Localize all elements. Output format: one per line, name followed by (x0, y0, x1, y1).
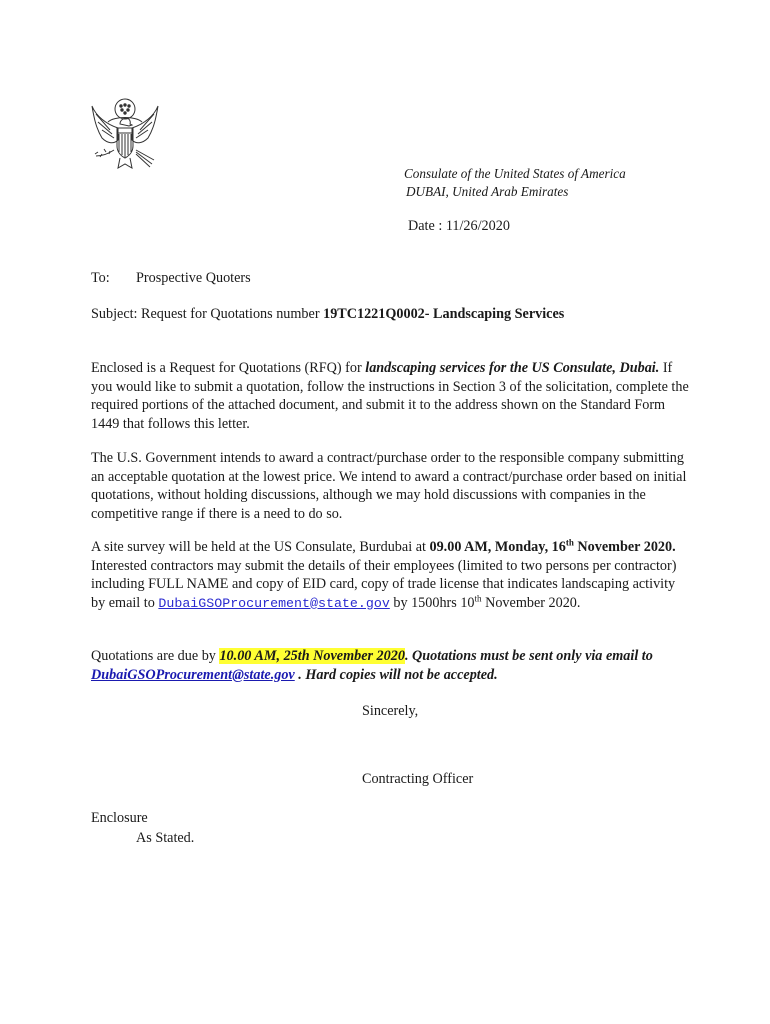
survey-text-1: A site survey will be held at the US Consulate, Burdubai at (91, 539, 430, 555)
signature-title: Contracting Officer (362, 771, 474, 787)
intro-text-1: Enclosed is a Request for Quotations (RFQ) for (91, 360, 366, 376)
subject-prefix: Subject: Request for Quotations number (91, 306, 324, 322)
address-line-2: DUBAI, United Arab Emirates (406, 184, 569, 199)
closing-sincerely: Sincerely, (362, 703, 419, 719)
due-email-link[interactable]: DubaiGSOProcurement@state.gov (91, 666, 295, 683)
survey-text-2: Interested contractors may submit the details of their employees (limited to two persons per contractor) including FULL NAME and copy of EID card, copy of trade license that indicates landscaping activity by email to (91, 557, 677, 611)
survey-deadline-month: November 2020. (481, 594, 581, 611)
letter-date: Date : 11/26/2020 (408, 218, 510, 234)
recipient-line (91, 270, 251, 287)
consulate-address (404, 165, 626, 201)
intro-emphasis: landscaping services for the US Consulate, Dubai. (365, 360, 660, 376)
subject-line (91, 306, 564, 323)
survey-deadline-suffix: th (474, 592, 482, 603)
survey-datetime (429, 539, 675, 555)
survey-month: November 2020. (573, 539, 676, 555)
paragraph-intro (91, 359, 689, 433)
due-text-1: Quotations are due by (91, 648, 220, 664)
recipient-label: To: (91, 270, 110, 286)
due-date-highlight: 10.00 AM, 25th November 2020 (219, 648, 405, 664)
rfq-number: 19TC1221Q0002- Landscaping Services (323, 306, 565, 322)
survey-deadline: by 1500hrs 10 (389, 594, 475, 611)
due-text-2: . Quotations must be sent only via email to (404, 648, 653, 664)
due-text-3: . Hard copies will not be accepted. (294, 666, 498, 683)
survey-date: 09.00 AM, Monday, 16 (429, 539, 566, 555)
paragraph-due-date (91, 647, 689, 684)
intro-text-2: If you would like to submit a quotation, follow the instructions in Section 3 of the solicitation, complete the required portions of the attached document, and submit it to the address shown on the Standard Form 1449 that follows this letter. (91, 360, 689, 432)
enclosure-label: Enclosure (91, 810, 148, 826)
paragraph-site-survey (91, 538, 689, 613)
survey-date-suffix: th (565, 537, 574, 548)
recipient-value: Prospective Quoters (136, 270, 251, 286)
survey-email-link[interactable]: DubaiGSOProcurement@state.gov (158, 595, 390, 611)
enclosure-value: As Stated. (136, 830, 195, 846)
enclosure-block (91, 808, 194, 848)
paragraph-award: The U.S. Government intends to award a contract/purchase order to the responsible company submitting an acceptable quotation at the lowest price. We intend to award a contract/purchase order based on initial quotations, without holding discussions, although we may hold discussions with companies in the competitive range if there is a need to do so. (91, 450, 687, 522)
great-seal-eagle-icon (84, 94, 166, 176)
address-line-1: Consulate of the United States of America (404, 166, 626, 181)
